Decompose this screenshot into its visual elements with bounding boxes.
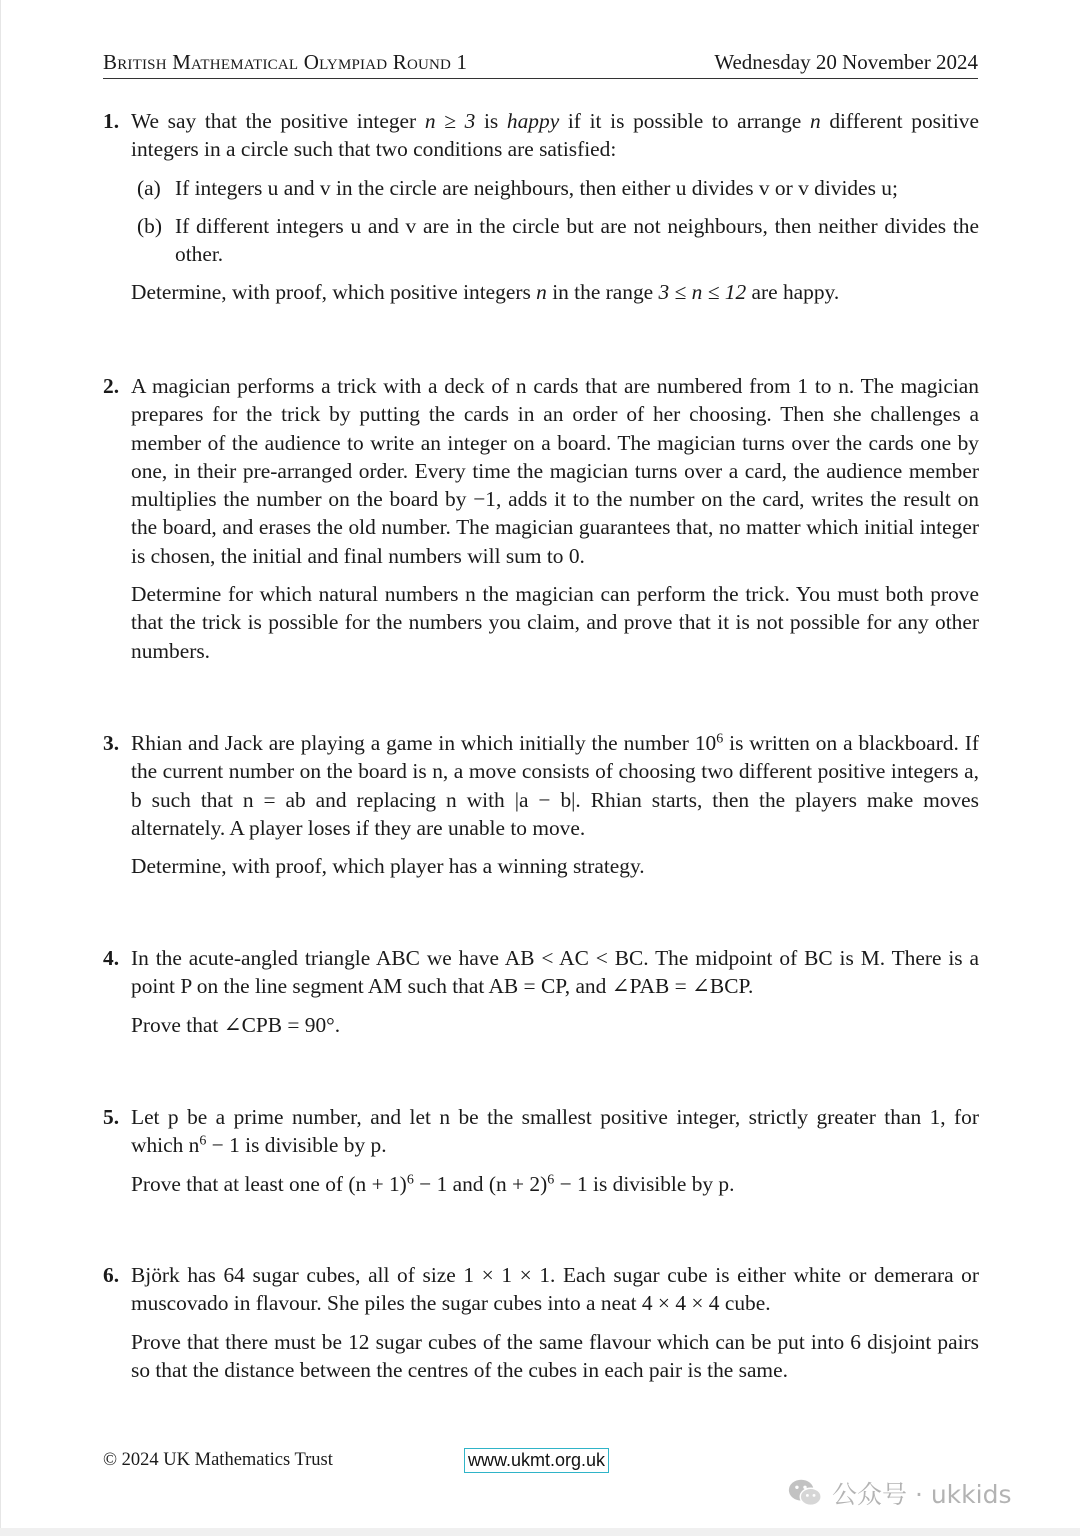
- footer-link[interactable]: www.ukmt.org.uk: [464, 1448, 609, 1473]
- bottom-band: [0, 1528, 1080, 1536]
- watermark: [786, 1474, 1011, 1512]
- problem-2-question: Determine for which natural numbers n the magician can perform the trick. You must both prove that the trick is possible for the numbers you claim, and prove that it is not possible for any other numbers.: [131, 582, 979, 663]
- problem-4: [103, 944, 979, 1039]
- problem-5-statement: Let p be a prime number, and let n be the smallest positive integer, strictly greater than 1, for which $n^6 - 1$ is divisible by p.: [131, 1105, 979, 1158]
- header-title: British Mathematical Olympiad Round 1: [103, 50, 468, 74]
- page-header: [103, 50, 978, 79]
- problem-5: [103, 1103, 979, 1198]
- problem-4-question: Prove that ∠CPB = 90°.: [131, 1012, 341, 1037]
- problem-2: [103, 372, 979, 665]
- problem-6-statement: Björk has 64 sugar cubes, all of size 1 × 1 × 1. Each sugar cube is either white or demerara or muscovado in flavour. She piles the sugar cubes into a neat 4 × 4 × 4 cube.: [131, 1263, 979, 1316]
- problem-1: [103, 107, 979, 307]
- condition-a: (a) If integers u and v in the circle are neighbours, then either u divides v or v divides u;: [137, 175, 898, 200]
- problem-4-statement: In the acute-angled triangle ABC we have AB < AC < BC. The midpoint of BC is M. There is a point P on the line segment AM such that AB = CP, and ∠PAB = ∠BCP.: [131, 946, 979, 999]
- wechat-icon: [786, 1474, 824, 1512]
- problem-3-statement: Rhian and Jack are playing a game in which initially the number $10^6$ is written on a blackboard. If the current number on the board is n, a move consists of choosing two different positive integers a, b such that n = ab and replacing n with |a − b|. Rhian starts, then the players make moves alternately. A player loses if they are unable to move.: [131, 731, 979, 840]
- problem-number: 5.: [103, 1105, 120, 1129]
- problem-3: [103, 729, 979, 880]
- header-date: Wednesday 20 November 2024: [714, 50, 978, 74]
- problem-1-intro: We say that the positive integer n ≥ 3 is happy if it is possible to arrange n different positive integers in a circle such that two conditions are satisfied:: [131, 109, 979, 162]
- condition-b: (b) If different integers u and v are in the circle but are not neighbours, then neither divides the other.: [137, 213, 979, 267]
- problem-6-question: Prove that there must be 12 sugar cubes of the same flavour which can be put into 6 disjoint pairs so that the distance between the centres of the cubes in each pair is the same.: [131, 1329, 979, 1382]
- problem-number: 3.: [103, 731, 120, 755]
- footer-copyright: © 2024 UK Mathematics Trust: [103, 1450, 333, 1470]
- watermark-text: 公众号 · ukkids: [832, 1480, 1012, 1509]
- problem-6: [103, 1261, 979, 1384]
- problem-number: 6.: [103, 1263, 120, 1287]
- problem-1-question: Determine, with proof, which positive integers n in the range 3 ≤ n ≤ 12 are happy.: [131, 280, 840, 305]
- problem-5-question: Prove that at least one of $(n + 1)^6 - 1$ and $(n + 2)^6 - 1$ is divisible by p.: [131, 1171, 735, 1196]
- problem-2-statement: A magician performs a trick with a deck of n cards that are numbered from 1 to n. The magician prepares for the trick by putting the cards in an order of her choosing. Then she challenges a member of the audience to write an integer on a board. The magician turns over the cards one by one, in their pre-arranged order. Every time the magician turns over a card, the audience member multiplies the number on the board by −1, adds it to the number on the card, writes the result on the board, and erases the old number. The magician guarantees that, no matter which initial integer is chosen, the initial and final numbers will sum to 0.: [131, 374, 979, 568]
- problem-number: 4.: [103, 946, 120, 970]
- problem-number: 1.: [103, 109, 120, 133]
- problem-number: 2.: [103, 374, 120, 398]
- problem-3-question: Determine, with proof, which player has a winning strategy.: [131, 854, 645, 879]
